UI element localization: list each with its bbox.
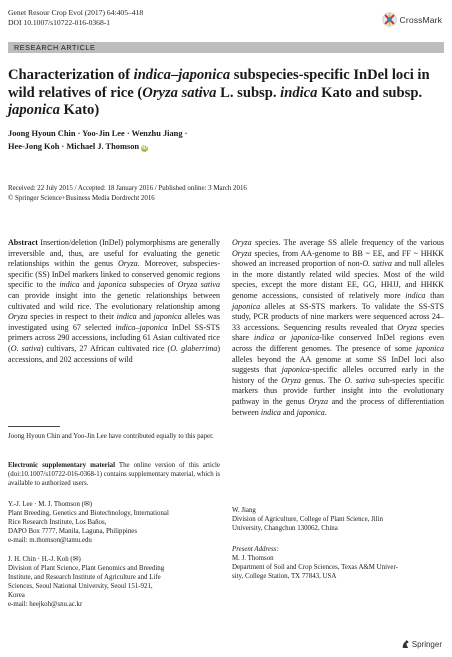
- abstract-run: than: [425, 290, 444, 300]
- abstract-run: Oryza: [308, 396, 329, 406]
- affiliation-names: Y.-J. Lee · M. J. Thomson (✉): [8, 501, 92, 508]
- abstract-heading: Abstract: [8, 238, 38, 247]
- crossmark-icon: [382, 12, 397, 27]
- abstract-run: indica: [405, 290, 426, 300]
- abstract-run: .: [324, 407, 327, 417]
- abstract-run: O. glaberrima: [170, 343, 218, 353]
- email-link[interactable]: e-mail: m.thomson@tamu.edu: [8, 537, 92, 545]
- abstract-run: japonica: [153, 312, 182, 322]
- title-part: indica: [133, 67, 171, 83]
- affiliation-names: J. H. Chin · H.-J. Koh (✉): [8, 556, 81, 563]
- abstract-run: indica: [254, 333, 275, 343]
- abstract-run: Oryza: [397, 322, 417, 332]
- author-line-2-text: Hee-Jong Koh · Michael J. Thomson: [8, 141, 140, 151]
- abstract-run: species. The average SS allele frequency of the various: [251, 238, 444, 247]
- springer-horse-icon: [401, 639, 410, 649]
- abstract-run: japonica: [415, 343, 444, 353]
- abstract-run: –: [135, 322, 140, 332]
- esm-run: The online version of this article (: [8, 462, 220, 479]
- esm-note: [8, 461, 220, 489]
- affiliation-block-1: [8, 500, 220, 545]
- abstract-run: japonica: [232, 301, 261, 311]
- abstract-run: indica: [59, 280, 80, 290]
- affiliation-line: Korea: [8, 592, 25, 600]
- abstract-run: Oryza: [281, 375, 301, 385]
- affiliation-block-4: [232, 545, 444, 581]
- affiliation-line: University, Changchun 130062, China: [232, 525, 338, 533]
- abstract-run: O. sativa: [10, 343, 41, 353]
- abstract-run: and: [280, 407, 297, 417]
- esm-text: [8, 461, 220, 489]
- title-part: Characterization of: [8, 67, 134, 83]
- title-part: japonica: [178, 67, 231, 83]
- affiliation-line: Division of Agriculture, College of Plant Science, Jilin: [232, 516, 383, 524]
- abstract-run: and null alleles in the more distantly related wild species. Most of the wild species, except the more distant EE, GG, HHJJ, and HHKK genome accessions, consisted of relatively more: [232, 259, 445, 300]
- affiliation-line: Division of Plant Science, Plant Genomics and Breeding: [8, 565, 165, 573]
- abstract-run: indica: [115, 322, 136, 332]
- copyright-line: © Springer Science+Business Media Dordrecht 2016: [8, 194, 155, 202]
- affiliation-line: Institute, and Research Institute of Agriculture and Life: [8, 574, 161, 582]
- title-part: –: [170, 67, 179, 83]
- abstract-run: Oryza: [8, 312, 28, 322]
- publisher-name: Springer: [411, 639, 442, 649]
- title-part: subspecies-specific InDel loci in wild relatives of rice (: [8, 67, 430, 101]
- equal-contribution-note: [8, 432, 220, 441]
- affiliation-line: Rice Research Institute, Los Baños,: [8, 519, 107, 527]
- received-line: Received: 22 July 2015 / Accepted: 18 January 2016 / Published online: 3 March 2016: [8, 185, 247, 192]
- esm-doi-link[interactable]: doi:10.1007/s10722-016-0368-1: [10, 471, 100, 479]
- affiliation-line: Department of Soil and Crop Sciences, Texas A&M Univer-: [232, 564, 398, 572]
- orcid-icon[interactable]: iD: [142, 144, 148, 151]
- esm-heading: Electronic supplementary material: [8, 462, 115, 469]
- abstract-run: species in respect to their: [27, 312, 117, 322]
- affiliation-line: DAPO Box 7777, Manila, Laguna, Philippines: [8, 528, 138, 536]
- abstract-run: Oryza: [232, 248, 252, 258]
- abstract-run: japonica: [291, 333, 320, 343]
- email-link[interactable]: e-mail: heejkoh@snu.ac.kr: [8, 601, 83, 609]
- abstract-run: Insertion/deletion (InDel) polymorphisms are generally irreversible and, thus, are useful for evaluating the genetic relationships within the genus: [8, 238, 220, 269]
- abstract-run: and the process of differentiation between: [232, 396, 444, 417]
- title-part: L. subsp.: [216, 84, 281, 101]
- footnote-divider: [8, 426, 60, 427]
- present-address-heading: [232, 545, 444, 554]
- author-line-2: [8, 141, 444, 154]
- title-part: indica: [280, 84, 318, 101]
- abstract-run: indica: [260, 407, 281, 417]
- abstract-column-left: [8, 238, 220, 365]
- abstract-run: species share: [232, 322, 444, 343]
- title-part: Oryza sativa: [142, 84, 217, 101]
- abstract-run: genus. The: [300, 375, 345, 385]
- abstract-run: ) accessions, and 202 accessions of wild: [8, 343, 220, 364]
- article-title: [8, 67, 444, 120]
- abstract-run: indica: [116, 312, 137, 322]
- affiliation-block-2: [8, 555, 220, 610]
- abstract-run: japonica: [281, 365, 310, 375]
- affiliation-line: Plant Breeding, Genetics and Biotechnology, International: [8, 510, 169, 518]
- journal-line: Genet Resour Crop Evol (2017) 64:405–418: [8, 8, 144, 17]
- affiliation-names: M. J. Thomson: [232, 555, 274, 563]
- abstract-run: species, from AA-genome to BB ~ EE, and FF ~ HHKK showed an increased proportion of non-: [232, 248, 444, 269]
- journal-citation: [8, 8, 143, 28]
- abstract-run: . Moreover, subspecies-specific (SS) InDel markers linked to conserved genomic regions specific to the: [8, 259, 220, 290]
- publication-dates: [8, 184, 444, 203]
- abstract-run: subspecies of: [126, 280, 178, 290]
- abstract-run: -specific alleles occurred early in the history of the: [232, 365, 444, 385]
- abstract-run: japonica: [296, 407, 325, 417]
- present-address-label: Present Address:: [232, 546, 279, 553]
- abstract-run: and: [79, 280, 99, 290]
- publisher-logo: [401, 639, 442, 649]
- equal-contribution-text: Joong Hyoun Chin and Yoo-Jin Lee have contributed equally to this paper.: [8, 433, 214, 440]
- abstract-run: Oryza sativa: [177, 280, 220, 290]
- affiliation-line: sity, College Station, TX 77843, USA: [232, 573, 337, 581]
- doi-line: DOI 10.1007/s10722-016-0368-1: [8, 18, 111, 27]
- abstract-run: japonica: [139, 322, 168, 332]
- abstract-run: Oryza: [232, 238, 252, 247]
- abstract-run: or: [274, 333, 291, 343]
- abstract-run: and: [136, 312, 154, 322]
- affiliation-block-3: [232, 506, 444, 533]
- abstract-text: [8, 238, 220, 365]
- title-part: Kato and subsp.: [317, 84, 423, 101]
- abstract-run: -like conserved InDel regions even across the different genomes. The presence of some: [232, 333, 444, 353]
- abstract-text-continued: [232, 238, 444, 418]
- abstract-run: O. sativa: [362, 259, 392, 269]
- section-banner: RESEARCH ARTICLE: [8, 42, 444, 53]
- title-part: japonica: [8, 102, 60, 118]
- crossmark-badge[interactable]: [382, 12, 442, 27]
- title-part: Kato): [59, 102, 100, 118]
- abstract-run: alleles at SS-STS markers. To validate the SS-STS study, PCR products of nine markers were sequenced across 24–33 accessions. Sequencing results revealed that: [232, 301, 444, 332]
- crossmark-label: CrossMark: [399, 14, 442, 25]
- abstract-run: O. sativa: [344, 375, 375, 385]
- abstract-run: Oryza: [117, 259, 138, 269]
- affiliation-line: Sciences, Seoul National University, Seoul 151-921,: [8, 583, 153, 591]
- abstract-run: can provide insight into the genetic relationships between cultivated and wild rice. The evolutionary relationship among: [8, 290, 220, 311]
- abstract-run: ) cultivars, 27 African cultivated rice (: [40, 343, 171, 353]
- abstract-run: alleles was investigated using 67 selected: [8, 312, 220, 332]
- abstract-run: japonica: [98, 280, 127, 290]
- author-line-1: Joong Hyoun Chin · Yoo-Jin Lee · Wenzhu Jiang ·: [8, 129, 188, 138]
- esm-run: ) contains supplementary material, which is available to authorized users.: [8, 471, 220, 488]
- abstract-run: alleles beyond the AA genome at some SS InDel loci also suggests that: [232, 354, 444, 375]
- abstract-run: sub-species specific markers thus provide further insight into the evolutionary pathway in the genus: [232, 375, 445, 406]
- author-list: [8, 128, 444, 154]
- abstract-column-right: [232, 238, 444, 418]
- affiliation-names: W. Jiang: [232, 507, 256, 514]
- abstract-run: InDel SS-STS primers across 290 accessions, including 61 Asian cultivated rice (: [8, 322, 220, 353]
